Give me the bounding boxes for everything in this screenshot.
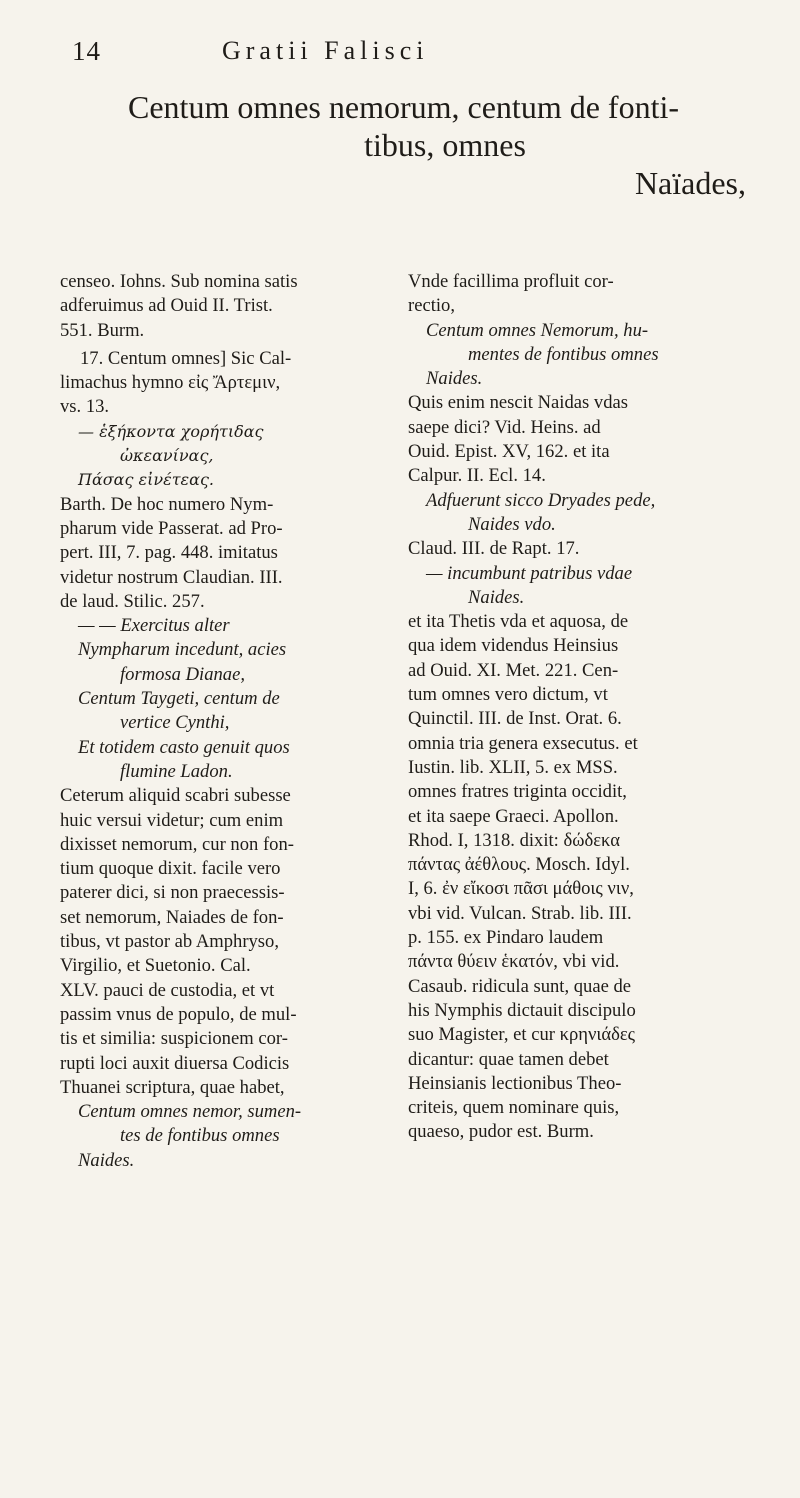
commentary-line: rupti loci auxit diuersa Codicis — [60, 1052, 290, 1074]
quoted-greek-verse: Πάσας εἰνέτεας. — [78, 470, 214, 490]
quoted-verse: Naides. — [468, 586, 525, 608]
commentary-line: tibus, vt pastor ab Amphryso, — [60, 931, 279, 953]
quoted-greek-verse: ὠκεανίνας, — [120, 446, 214, 466]
commentary-line: omnia tria genera exsecutus. et — [408, 732, 638, 754]
commentary-right-column — [408, 270, 760, 1145]
commentary-line: suo Magister, et cur κρηνιάδες — [408, 1024, 636, 1046]
quoted-verse: mentes de fontibus omnes — [468, 343, 659, 365]
running-title: Gratii Falisci — [222, 36, 429, 65]
commentary-line: ad Ouid. XI. Met. 221. Cen- — [408, 659, 619, 681]
commentary-line: dicantur: quae tamen debet — [408, 1048, 609, 1070]
commentary-line: Quinctil. III. de Inst. Orat. 6. — [408, 708, 622, 730]
quoted-verse: Naides vdo. — [468, 513, 556, 535]
commentary-line: Barth. De hoc numero Nym- — [60, 493, 274, 515]
commentary-line: vs. 13. — [60, 396, 110, 418]
commentary-line: tis et similia: suspicionem cor- — [60, 1028, 288, 1050]
quoted-verse: Centum omnes Nemorum, hu- — [426, 319, 649, 341]
quoted-verse: vertice Cynthi, — [120, 712, 230, 734]
quoted-verse: Centum omnes nemor, sumen- — [78, 1101, 302, 1123]
quoted-verse: Adfuerunt sicco Dryades pede, — [426, 489, 656, 511]
commentary-line: XLV. pauci de custodia, et vt — [60, 979, 275, 1001]
running-head — [72, 36, 760, 72]
commentary-line: tum omnes vero dictum, vt — [408, 684, 608, 706]
poem-line-1: Centum omnes nemorum, centum de fonti- — [128, 89, 679, 125]
commentary-line: passim vnus de populo, de mul- — [60, 1003, 297, 1025]
quoted-verse: Naides. — [426, 368, 483, 390]
poem-line-3: Naïades, — [634, 165, 746, 201]
commentary-line: limachus hymno εἰς Ἄρτεμιν, — [60, 372, 281, 394]
commentary-line: dixisset nemorum, cur non fon- — [60, 833, 294, 855]
commentary-line: quaeso, pudor est. Burm. — [408, 1121, 594, 1143]
commentary-line: rectio, — [408, 295, 455, 317]
commentary-line: adferuimus ad Ouid II. Trist. — [60, 295, 273, 317]
commentary-line: p. 155. ex Pindaro laudem — [408, 927, 604, 949]
quoted-verse: flumine Ladon. — [120, 760, 233, 782]
commentary-line: Casaub. ridicula sunt, quae de — [408, 975, 632, 997]
quoted-verse: — incumbunt patribus vdae — [426, 562, 633, 584]
commentary-line: Quis enim nescit Naidas vdas — [408, 392, 628, 414]
quoted-verse: Et totidem casto genuit quos — [78, 736, 290, 758]
commentary-line: de laud. Stilic. 257. — [60, 590, 205, 612]
commentary-line: Ouid. Epist. XV, 162. et ita — [408, 441, 610, 463]
commentary-line: criteis, quem nominare quis, — [408, 1097, 620, 1119]
commentary-line: videtur nostrum Claudian. III. — [60, 566, 283, 588]
commentary-line: 17. Centum omnes] Sic Cal- — [80, 347, 292, 369]
commentary-line: πάντα θύειν ἑκατόν, vbi vid. — [408, 951, 620, 973]
quoted-verse: tes de fontibus omnes — [120, 1125, 280, 1147]
commentary-line: Claud. III. de Rapt. 17. — [408, 538, 580, 560]
commentary-line: I, 6. ἐν εἴκοσι πᾶσι μάθοις νιν, — [408, 878, 634, 900]
commentary-line: qua idem videndus Heinsius — [408, 635, 619, 657]
quoted-verse: Nympharum incedunt, acies — [78, 639, 287, 661]
commentary-line: Ceterum aliquid scabri subesse — [60, 785, 291, 807]
commentary-line: Calpur. II. Ecl. 14. — [408, 465, 546, 487]
quoted-verse: Naides. — [78, 1149, 135, 1171]
commentary-line: et ita Thetis vda et aquosa, de — [408, 611, 629, 633]
commentary-line: 551. Burm. — [60, 319, 145, 341]
commentary-line: his Nymphis dictauit discipulo — [408, 999, 636, 1021]
commentary-line: πάντας ἀέθλους. Mosch. Idyl. — [408, 854, 630, 876]
commentary-line: tium quoque dixit. facile vero — [60, 858, 281, 880]
quoted-verse: Centum Taygeti, centum de — [78, 688, 280, 710]
commentary-line: omnes fratres triginta occidit, — [408, 781, 627, 803]
commentary-line: pharum vide Passerat. ad Pro- — [60, 517, 283, 539]
commentary-line: saepe dici? Vid. Heins. ad — [408, 416, 601, 438]
commentary-line: set nemorum, Naiades de fon- — [60, 906, 284, 928]
commentary-line: Vnde facillima profluit cor- — [408, 271, 614, 292]
quoted-verse: — — Exercitus alter — [78, 615, 230, 637]
commentary-line: Iustin. lib. XLII, 5. ex MSS. — [408, 756, 618, 778]
page-number: 14 — [72, 36, 101, 66]
commentary-line: pert. III, 7. pag. 448. imitatus — [60, 542, 278, 564]
poem-line-2: tibus, omnes — [364, 127, 526, 163]
quoted-greek-verse: — ἑξήκοντα χορήτιδας — [78, 421, 264, 441]
poem-text — [70, 88, 750, 202]
commentary-line: Rhod. I, 1318. dixit: δώδεκα — [408, 829, 620, 851]
commentary-line: Heinsianis lectionibus Theo- — [408, 1072, 622, 1094]
commentary-line: et ita saepe Graeci. Apollon. — [408, 805, 619, 827]
commentary-line: Virgilio, et Suetonio. Cal. — [60, 955, 251, 977]
commentary-line: Thuanei scriptura, quae habet, — [60, 1076, 285, 1098]
commentary-line: vbi vid. Vulcan. Strab. lib. III. — [408, 902, 632, 924]
commentary-left-column — [60, 270, 387, 1173]
commentary-line: censeo. Iohns. Sub nomina satis — [60, 271, 298, 292]
quoted-verse: formosa Dianae, — [120, 663, 245, 685]
commentary-line: huic versui videtur; cum enim — [60, 809, 284, 831]
commentary-line: paterer dici, si non praecessis- — [60, 882, 285, 904]
